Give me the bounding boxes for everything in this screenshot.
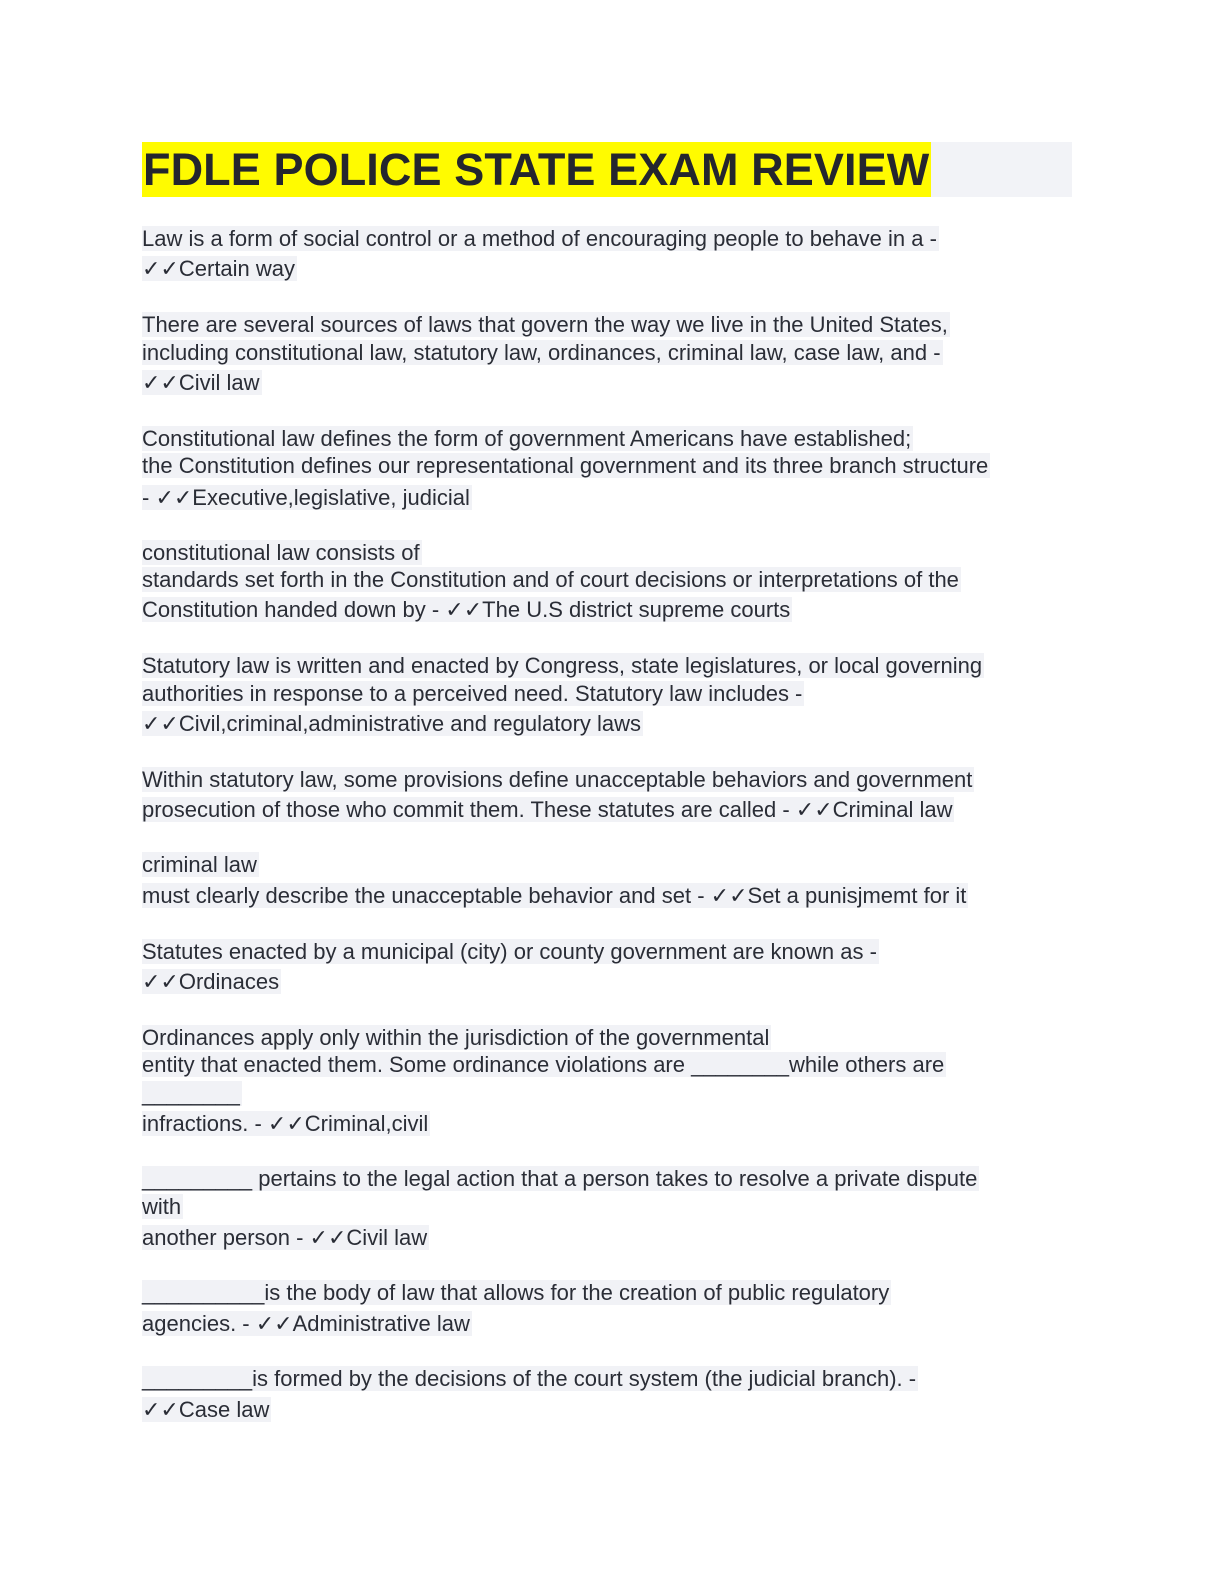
text-line: with <box>142 1194 182 1219</box>
text-line: ________ <box>142 1081 240 1106</box>
text-line: constitutional law consists of <box>142 540 420 565</box>
page-title: FDLE POLICE STATE EXAM REVIEW <box>143 144 930 195</box>
text-line: ✓✓Case law <box>142 1397 270 1422</box>
text-line: There are several sources of laws that govern the way we live in the United States, <box>142 312 948 337</box>
text-line: _________is formed by the decisions of the court system (the judicial branch). - <box>142 1366 917 1391</box>
text-line: Within statutory law, some provisions define unacceptable behaviors and government <box>142 767 973 792</box>
text-line: criminal law <box>142 852 257 877</box>
text-line: authorities in response to a perceived need. Statutory law includes - <box>142 681 803 706</box>
text-line: infractions. - ✓✓Criminal,civil <box>142 1111 429 1136</box>
text-line: standards set forth in the Constitution and of court decisions or interpretations of the <box>142 567 959 592</box>
text-line: Law is a form of social control or a method of encouraging people to behave in a - <box>142 226 937 251</box>
text-line: - ✓✓Executive,legislative, judicial <box>142 485 470 510</box>
text-line: ✓✓Civil,criminal,administrative and regulatory laws <box>142 711 642 736</box>
text-line: ✓✓Civil law <box>142 370 260 395</box>
text-line: agencies. - ✓✓Administrative law <box>142 1311 470 1336</box>
text-line: Statutory law is written and enacted by Congress, state legislatures, or local governing <box>142 653 983 678</box>
text-line: Statutes enacted by a municipal (city) or county government are known as - <box>142 939 877 964</box>
text-line: Constitutional law defines the form of government Americans have established; <box>142 426 912 451</box>
text-line: Ordinances apply only within the jurisdiction of the governmental <box>142 1025 770 1050</box>
text-line: prosecution of those who commit them. These statutes are called - ✓✓Criminal law <box>142 797 953 822</box>
text-line: the Constitution defines our representational government and its three branch structure <box>142 453 989 478</box>
text-line: another person - ✓✓Civil law <box>142 1225 428 1250</box>
text-line: __________is the body of law that allows for the creation of public regulatory <box>142 1280 890 1305</box>
text-line: must clearly describe the unacceptable behavior and set - ✓✓Set a punisjmemt for it <box>142 883 967 908</box>
text-line: ✓✓Ordinaces <box>142 969 280 994</box>
text-line: including constitutional law, statutory law, ordinances, criminal law, case law, and - <box>142 340 941 365</box>
text-line: ✓✓Certain way <box>142 256 296 281</box>
text-line: _________ pertains to the legal action that a person takes to resolve a private dispute <box>142 1166 978 1191</box>
text-line: entity that enacted them. Some ordinance violations are ________while others are <box>142 1052 945 1077</box>
text-line: Constitution handed down by - ✓✓The U.S district supreme courts <box>142 597 791 622</box>
